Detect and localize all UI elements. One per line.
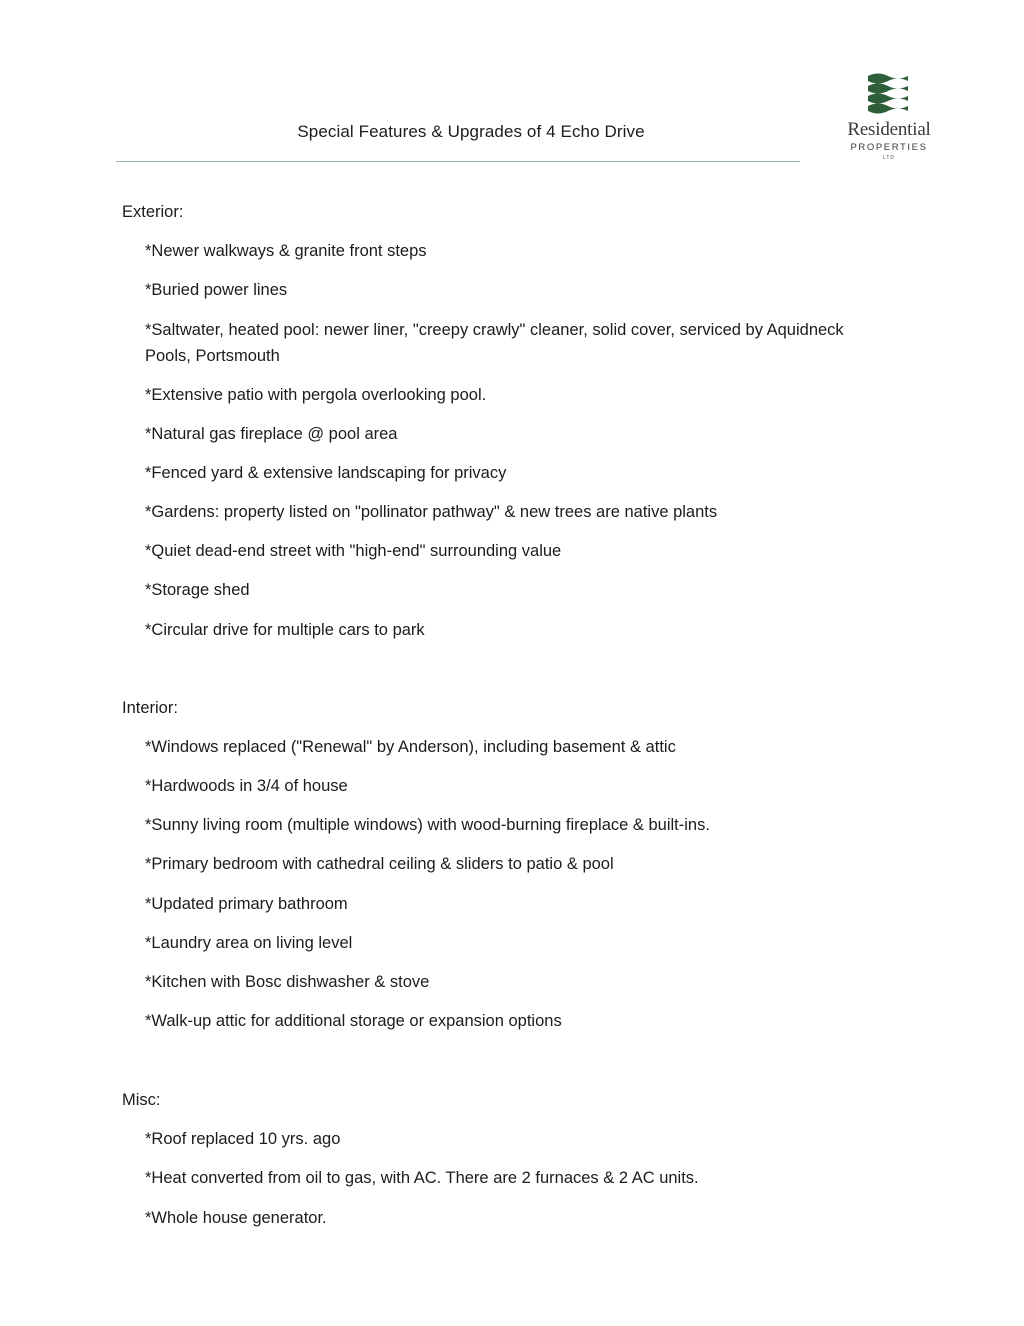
list-item: *Natural gas fireplace @ pool area bbox=[145, 425, 398, 443]
logo-ltd: LTD bbox=[882, 155, 896, 161]
list-item: *Circular drive for multiple cars to park bbox=[145, 621, 425, 639]
list-item: *Hardwoods in 3/4 of house bbox=[145, 777, 348, 795]
list-item: *Laundry area on living level bbox=[145, 934, 353, 952]
list-item: *Kitchen with Bosc dishwasher & stove bbox=[145, 973, 430, 991]
list-item: *Sunny living room (multiple windows) with wood-burning fireplace & built-ins. bbox=[145, 816, 710, 834]
list-item: *Updated primary bathroom bbox=[145, 895, 348, 913]
title-divider bbox=[116, 161, 800, 162]
company-logo bbox=[836, 68, 946, 168]
list-item: *Extensive patio with pergola overlooking pool. bbox=[145, 386, 487, 404]
list-item: *Roof replaced 10 yrs. ago bbox=[145, 1130, 341, 1148]
list-item: *Walk-up attic for additional storage or expansion options bbox=[145, 1012, 562, 1030]
logo-name: Residential bbox=[847, 119, 931, 140]
section-heading-interior: Interior: bbox=[122, 699, 178, 717]
list-item: *Windows replaced ("Renewal" by Anderson), including basement & attic bbox=[145, 738, 676, 756]
list-item: *Gardens: property listed on "pollinator pathway" & new trees are native plants bbox=[145, 503, 718, 521]
page-title: Special Features & Upgrades of 4 Echo Drive bbox=[297, 122, 645, 141]
list-item: *Primary bedroom with cathedral ceiling & sliders to patio & pool bbox=[145, 855, 614, 873]
waves-logo-icon bbox=[866, 70, 910, 114]
list-item: *Buried power lines bbox=[145, 281, 288, 299]
list-item: *Quiet dead-end street with "high-end" surrounding value bbox=[145, 542, 562, 560]
list-item: *Whole house generator. bbox=[145, 1209, 327, 1227]
list-item: *Saltwater, heated pool: newer liner, "creepy crawly" cleaner, solid cover, serviced by Aquidneck Pools, Portsmouth bbox=[145, 321, 844, 365]
list-item: *Fenced yard & extensive landscaping for privacy bbox=[145, 464, 507, 482]
logo-subtitle: PROPERTIES bbox=[850, 142, 928, 153]
section-heading-misc: Misc: bbox=[122, 1091, 161, 1109]
section-heading-exterior: Exterior: bbox=[122, 203, 184, 221]
list-item: *Newer walkways & granite front steps bbox=[145, 242, 427, 260]
list-item: *Storage shed bbox=[145, 581, 250, 599]
list-item: *Heat converted from oil to gas, with AC. There are 2 furnaces & 2 AC units. bbox=[145, 1169, 699, 1187]
